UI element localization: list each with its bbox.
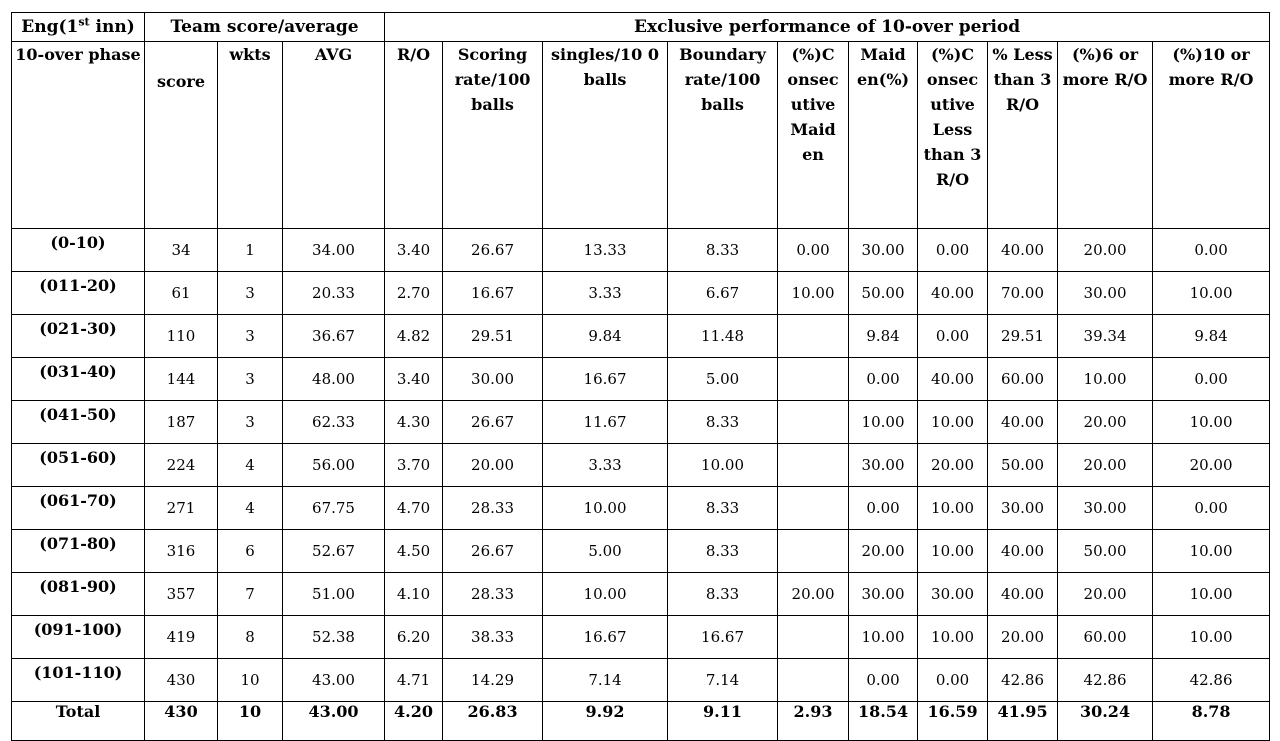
table-cell: 52.67	[283, 530, 385, 573]
table-cell: 5.00	[543, 530, 668, 573]
table-cell: 20.00	[443, 444, 543, 487]
table-cell: 42.86	[1058, 659, 1153, 702]
table-cell	[778, 444, 849, 487]
table-cell	[778, 487, 849, 530]
table-cell: 0.00	[918, 659, 988, 702]
phase-cell: (101-110)	[12, 659, 145, 702]
table-row	[12, 530, 1270, 573]
table-cell: 10	[218, 659, 283, 702]
table-cell: 0.00	[1153, 487, 1270, 530]
phase-cell: (071-80)	[12, 530, 145, 573]
table-cell: 30.00	[988, 487, 1058, 530]
table-cell: 2.70	[385, 272, 443, 315]
table-cell: 316	[145, 530, 218, 573]
column-header: Maid en(%)	[849, 42, 918, 229]
table-container	[11, 12, 1270, 741]
phase-cell: (0-10)	[12, 229, 145, 272]
column-header-row	[12, 42, 1270, 229]
table-cell: 51.00	[283, 573, 385, 616]
table-cell: 110	[145, 315, 218, 358]
table-cell: 20.00	[1058, 444, 1153, 487]
table-cell: 10.00	[543, 487, 668, 530]
total-cell: 30.24	[1058, 702, 1153, 741]
table-cell: 36.67	[283, 315, 385, 358]
table-cell: 3.70	[385, 444, 443, 487]
table-cell: 10.00	[1058, 358, 1153, 401]
column-header: wkts	[218, 42, 283, 229]
table-cell: 11.67	[543, 401, 668, 444]
table-row	[12, 315, 1270, 358]
table-cell: 26.67	[443, 401, 543, 444]
table-cell: 7	[218, 573, 283, 616]
table-cell: 357	[145, 573, 218, 616]
table-cell: 42.86	[1153, 659, 1270, 702]
table-cell: 34.00	[283, 229, 385, 272]
column-header: Boundary rate/100 balls	[668, 42, 778, 229]
table-cell: 430	[145, 659, 218, 702]
table-cell: 20.00	[1058, 573, 1153, 616]
table-cell: 10.00	[778, 272, 849, 315]
table-cell: 3.40	[385, 229, 443, 272]
table-cell: 4.30	[385, 401, 443, 444]
table-cell: 40.00	[988, 229, 1058, 272]
total-cell: 4.20	[385, 702, 443, 741]
table-cell: 20.33	[283, 272, 385, 315]
phase-cell: (051-60)	[12, 444, 145, 487]
phase-cell: (081-90)	[12, 573, 145, 616]
table-cell: 16.67	[543, 616, 668, 659]
table-cell: 40.00	[988, 530, 1058, 573]
table-cell: 3.40	[385, 358, 443, 401]
table-cell: 48.00	[283, 358, 385, 401]
column-header: R/O	[385, 42, 443, 229]
table-cell: 40.00	[918, 272, 988, 315]
table-cell	[778, 616, 849, 659]
column-header: Scoring rate/100 balls	[443, 42, 543, 229]
table-cell: 39.34	[1058, 315, 1153, 358]
table-cell: 9.84	[849, 315, 918, 358]
table-cell: 4.82	[385, 315, 443, 358]
table-cell	[778, 530, 849, 573]
team-score-group-header: Team score/average	[145, 13, 385, 42]
phase-cell: (021-30)	[12, 315, 145, 358]
table-cell	[778, 358, 849, 401]
table-cell: 34	[145, 229, 218, 272]
table-cell: 29.51	[988, 315, 1058, 358]
column-header: (%)6 or more R/O	[1058, 42, 1153, 229]
table-cell: 8.33	[668, 573, 778, 616]
table-cell: 3.33	[543, 272, 668, 315]
total-cell: 2.93	[778, 702, 849, 741]
table-row	[12, 616, 1270, 659]
table-cell: 6	[218, 530, 283, 573]
table-cell: 224	[145, 444, 218, 487]
table-cell: 0.00	[849, 659, 918, 702]
table-cell: 16.67	[443, 272, 543, 315]
table-cell: 11.48	[668, 315, 778, 358]
table-cell: 43.00	[283, 659, 385, 702]
table-cell: 60.00	[988, 358, 1058, 401]
table-cell: 10.00	[918, 487, 988, 530]
table-cell: 50.00	[849, 272, 918, 315]
column-header: (%)C onsec utive Maid en	[778, 42, 849, 229]
table-cell: 4	[218, 444, 283, 487]
column-header: AVG	[283, 42, 385, 229]
innings-phase-stats-table	[11, 12, 1270, 741]
table-cell: 16.67	[668, 616, 778, 659]
table-cell: 3	[218, 315, 283, 358]
table-cell: 144	[145, 358, 218, 401]
table-cell: 10.00	[918, 616, 988, 659]
exclusive-performance-group-header: Exclusive performance of 10-over period	[385, 13, 1270, 42]
total-cell: 18.54	[849, 702, 918, 741]
table-cell: 62.33	[283, 401, 385, 444]
table-cell: 4	[218, 487, 283, 530]
table-row	[12, 272, 1270, 315]
table-cell: 4.71	[385, 659, 443, 702]
table-cell: 9.84	[1153, 315, 1270, 358]
table-cell: 0.00	[918, 315, 988, 358]
table-cell	[778, 401, 849, 444]
table-cell: 187	[145, 401, 218, 444]
total-label: Total	[12, 702, 145, 741]
table-cell: 4.70	[385, 487, 443, 530]
table-cell: 8.33	[668, 530, 778, 573]
table-cell	[778, 315, 849, 358]
table-cell: 20.00	[1058, 401, 1153, 444]
table-cell: 10.00	[849, 401, 918, 444]
table-cell: 4.10	[385, 573, 443, 616]
table-cell: 40.00	[988, 401, 1058, 444]
table-cell: 20.00	[988, 616, 1058, 659]
table-cell: 28.33	[443, 487, 543, 530]
phase-cell: (011-20)	[12, 272, 145, 315]
table-cell: 67.75	[283, 487, 385, 530]
table-body	[12, 229, 1270, 741]
table-cell: 8.33	[668, 401, 778, 444]
table-cell: 5.00	[668, 358, 778, 401]
table-cell: 8.33	[668, 229, 778, 272]
table-cell: 271	[145, 487, 218, 530]
table-cell: 29.51	[443, 315, 543, 358]
table-cell: 0.00	[1153, 229, 1270, 272]
table-cell: 20.00	[1153, 444, 1270, 487]
table-cell	[778, 659, 849, 702]
table-cell: 3	[218, 272, 283, 315]
table-cell: 8.33	[668, 487, 778, 530]
table-cell: 20.00	[849, 530, 918, 573]
table-cell: 10.00	[918, 401, 988, 444]
table-cell: 30.00	[1058, 272, 1153, 315]
table-cell: 38.33	[443, 616, 543, 659]
column-header: singles/10 0 balls	[543, 42, 668, 229]
column-header: % Less than 3 R/O	[988, 42, 1058, 229]
table-cell: 42.86	[988, 659, 1058, 702]
total-cell: 16.59	[918, 702, 988, 741]
total-cell: 43.00	[283, 702, 385, 741]
table-cell: 30.00	[849, 229, 918, 272]
table-cell: 30.00	[918, 573, 988, 616]
table-cell: 6.67	[668, 272, 778, 315]
table-row	[12, 573, 1270, 616]
table-cell: 52.38	[283, 616, 385, 659]
column-header: (%)10 or more R/O	[1153, 42, 1270, 229]
table-cell: 0.00	[1153, 358, 1270, 401]
table-cell: 0.00	[778, 229, 849, 272]
table-cell: 40.00	[988, 573, 1058, 616]
table-cell: 14.29	[443, 659, 543, 702]
table-cell: 0.00	[849, 487, 918, 530]
total-cell: 41.95	[988, 702, 1058, 741]
total-row	[12, 702, 1270, 741]
table-cell: 10.00	[1153, 530, 1270, 573]
table-cell: 7.14	[668, 659, 778, 702]
table-cell: 30.00	[1058, 487, 1153, 530]
column-header: score	[145, 42, 218, 229]
table-cell: 20.00	[778, 573, 849, 616]
table-cell: 8	[218, 616, 283, 659]
table-cell: 20.00	[1058, 229, 1153, 272]
table-cell: 6.20	[385, 616, 443, 659]
column-header: (%)C onsec utive Less than 3 R/O	[918, 42, 988, 229]
table-cell: 40.00	[918, 358, 988, 401]
table-cell: 10.00	[543, 573, 668, 616]
phase-cell: (031-40)	[12, 358, 145, 401]
table-cell: 26.67	[443, 530, 543, 573]
table-cell: 20.00	[918, 444, 988, 487]
table-cell: 4.50	[385, 530, 443, 573]
total-cell: 430	[145, 702, 218, 741]
table-row	[12, 444, 1270, 487]
table-cell: 3.33	[543, 444, 668, 487]
total-cell: 8.78	[1153, 702, 1270, 741]
total-cell: 26.83	[443, 702, 543, 741]
table-cell: 3	[218, 401, 283, 444]
table-cell: 28.33	[443, 573, 543, 616]
table-cell: 7.14	[543, 659, 668, 702]
total-cell: 9.11	[668, 702, 778, 741]
table-cell: 70.00	[988, 272, 1058, 315]
table-cell: 0.00	[918, 229, 988, 272]
phase-cell: (041-50)	[12, 401, 145, 444]
table-cell: 10.00	[918, 530, 988, 573]
table-cell: 0.00	[849, 358, 918, 401]
table-cell: 10.00	[1153, 573, 1270, 616]
table-cell: 50.00	[988, 444, 1058, 487]
column-header: 10-over phase	[12, 42, 145, 229]
table-cell: 419	[145, 616, 218, 659]
table-cell: 10.00	[668, 444, 778, 487]
table-cell: 61	[145, 272, 218, 315]
table-row	[12, 659, 1270, 702]
total-cell: 10	[218, 702, 283, 741]
table-cell: 10.00	[1153, 616, 1270, 659]
table-cell: 10.00	[1153, 401, 1270, 444]
table-cell: 3	[218, 358, 283, 401]
table-cell: 9.84	[543, 315, 668, 358]
table-cell: 10.00	[1153, 272, 1270, 315]
innings-label: Eng(1st inn)	[12, 13, 145, 42]
phase-cell: (061-70)	[12, 487, 145, 530]
table-row	[12, 487, 1270, 530]
table-cell: 10.00	[849, 616, 918, 659]
phase-cell: (091-100)	[12, 616, 145, 659]
table-cell: 50.00	[1058, 530, 1153, 573]
table-row	[12, 358, 1270, 401]
table-cell: 26.67	[443, 229, 543, 272]
table-cell: 1	[218, 229, 283, 272]
table-cell: 30.00	[849, 444, 918, 487]
table-cell: 13.33	[543, 229, 668, 272]
total-cell: 9.92	[543, 702, 668, 741]
table-row	[12, 229, 1270, 272]
table-cell: 56.00	[283, 444, 385, 487]
table-cell: 30.00	[849, 573, 918, 616]
table-cell: 30.00	[443, 358, 543, 401]
table-row	[12, 401, 1270, 444]
group-header-row	[12, 13, 1270, 42]
table-cell: 16.67	[543, 358, 668, 401]
table-cell: 60.00	[1058, 616, 1153, 659]
